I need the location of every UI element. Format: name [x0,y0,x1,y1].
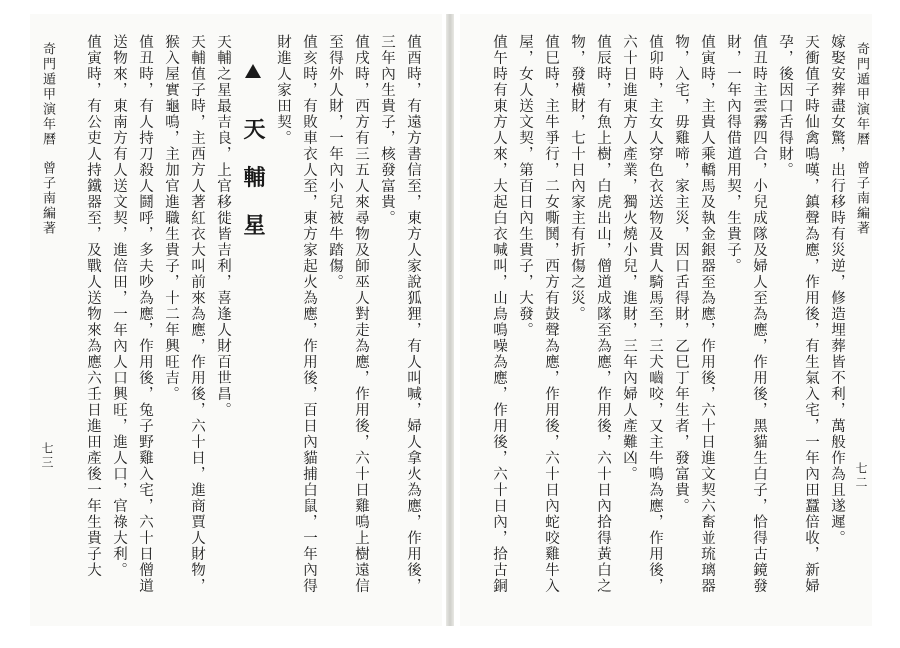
book-gutter [446,14,454,626]
paragraph: 值酉時，有遠方書信至，東方人家說狐狸，有人叫喊，婦人拿火為應，作用後，三年內生貴子，核發富貴。 [379,34,421,594]
paragraph: 天輔值子時，主西方人著紅衣大叫前來為應，作用後，六十日，進商賈人財物，猴入屋實龜鳴，主加官進職生貴子，十二年興旺吉。 [163,34,205,594]
right-page-header [852,42,870,490]
header-title: 奇門遁甲演年曆 [40,42,55,147]
paragraph: 值丑時，有人持刀殺人鬪呼，多夫吵為應，作用後，兔子野雞入宅，六十日僧道送物來，東南方有人送文契，進倍田，一年內人口興旺，進人口，官祿大利。 [111,34,153,594]
paragraph: 值寅時，有公吏人持鐵器至，及戰人送物來為應六壬日進田產後一年生貴子大 [85,34,101,578]
section-title: 天輔星 [240,117,266,262]
header-author: 曾子南編著 [854,161,869,237]
paragraph: 值午時有東方人來，大起白衣喊叫，山鳥鳴噪為應，作用後，六十日內，拾古銅 [491,34,507,594]
paragraph: 值巳時，主牛爭行，二女嘶鬨，西方有鼓聲為應，作用後，六十日內蛇咬雞牛入屋，女人送文契，第百日內生貴子，大發。 [517,34,559,594]
paragraph: 值戌時，西方有三五人來尋物及師巫人對走為應，作用後，六十日雞鳴上樹遠信至得外人財，一年內小兒被牛踏傷。 [327,34,369,594]
paragraph: 天衝值子時仙禽鳴嘆，鎮聲為應，作用後，有生氣入宅，一年內田蠶倍收，新婦孕，後因口舌得財。 [777,34,819,594]
paragraph: 天輔之星最吉良，上官移徙皆吉利，喜逢人財百世昌。 [215,34,231,418]
header-author: 曾子南編著 [40,161,55,237]
page-number: 七二 [854,462,868,491]
paragraph: 值亥時，有敗車衣人至，東方家起火為應，作用後，百日內貓捕白鼠，一年內得財進人家田契。 [275,34,317,594]
left-page [30,14,442,626]
right-page [460,14,872,626]
paragraph: 值寅時，主貴人乘轎馬及執金銀器至為應，作用後，六十日進文契六畜並琉璃器物，入宅，毋雞啼，家主災，因口舌得財，乙巳丁年生者，發富貴。 [673,34,715,594]
paragraph: 值丑時主雲霧四合，小兒成隊及婦人至為應，作用後，黑貓生白子，恰得古鏡發財，一年內得借道用契，生貴子。 [725,34,767,594]
paragraph: 值辰時，有魚上樹，白虎出山，僧道成隊至為應，作用後，六十日內拾得黃白之物，發橫財，七十日內家主有折傷之災。 [569,34,611,594]
left-page-body [76,34,426,594]
header-title: 奇門遁甲演年曆 [854,42,869,147]
section-heading [240,34,266,594]
paragraph: 值卯時，主女人穿色衣送物及貴人騎馬至，三犬嚙咬，又主牛鳴為應，作用後，六十日進東方人產業，獨火燒小兒，進財，三年內婦人產難凶。 [621,34,663,594]
left-page-header [38,42,56,470]
triangle-icon [245,64,261,78]
page-number: 七三 [40,442,54,471]
right-page-body [490,34,850,594]
paragraph: 嫁娶安葬盡女驚，出行移時有災逆，修造埋葬皆不利，萬般作為且遂遲。 [829,34,845,546]
